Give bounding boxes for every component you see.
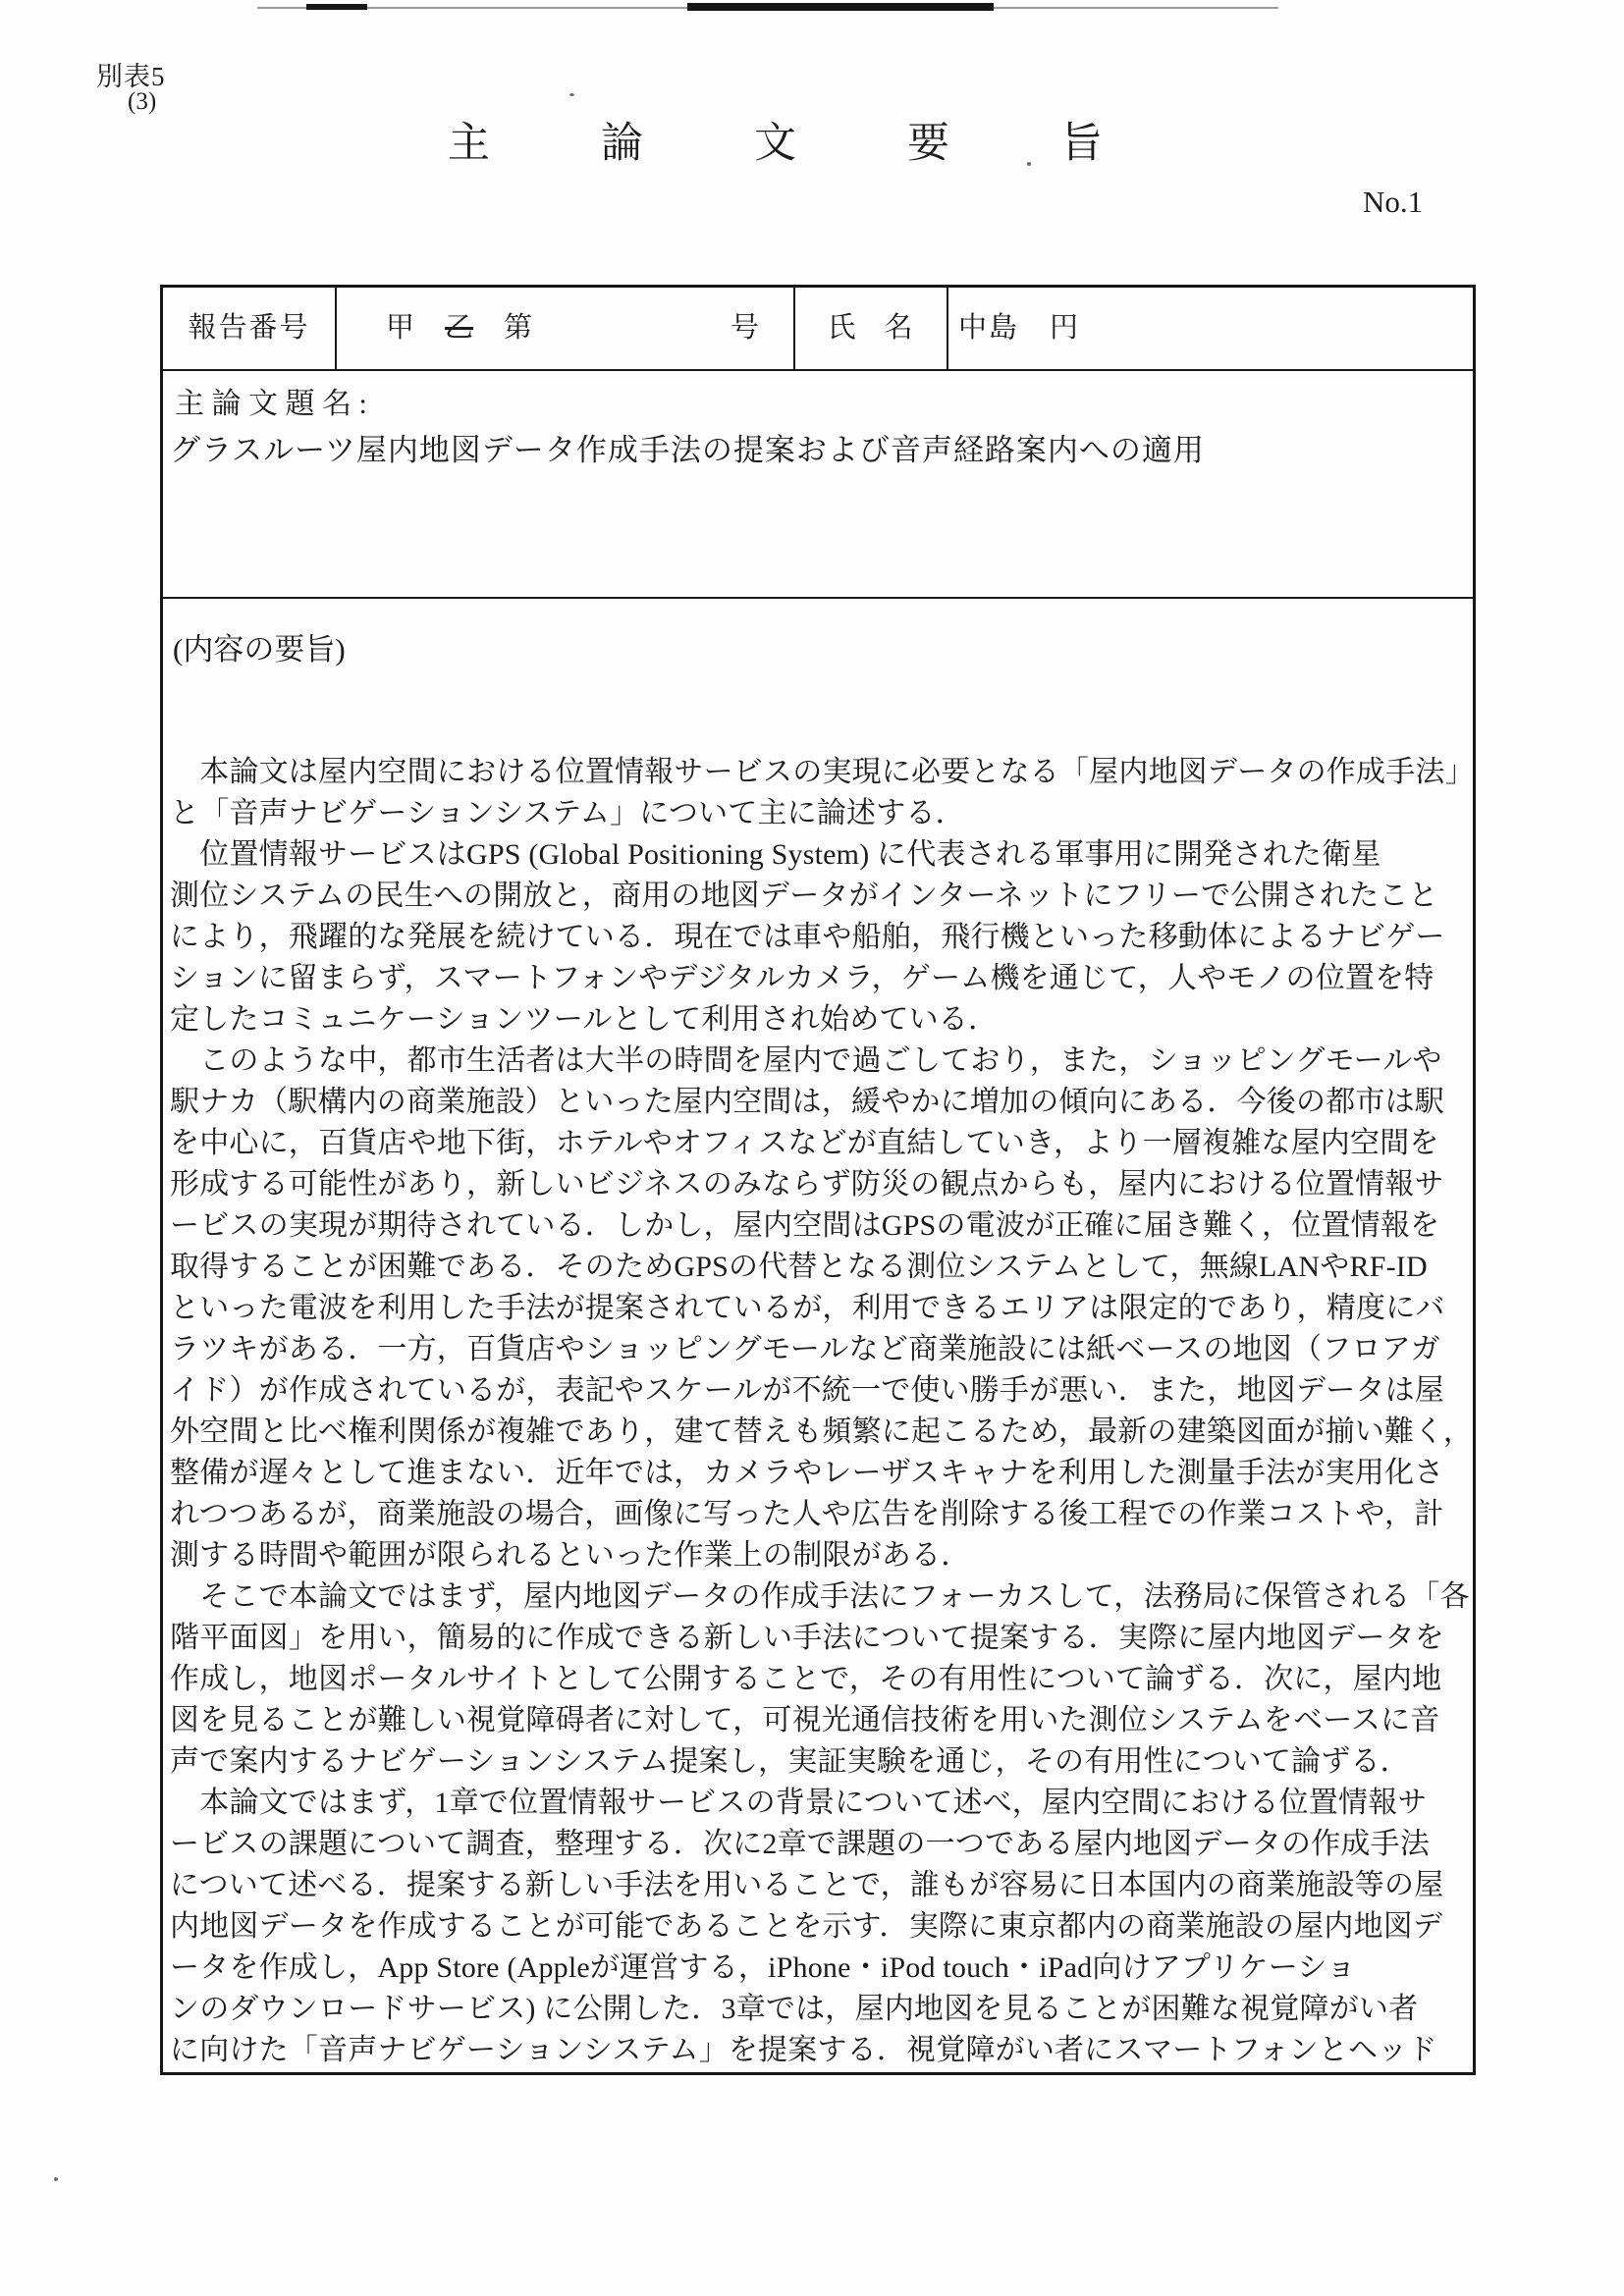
- abstract-text-line: 測位システムの民生への開放と，商用の地図データがインターネットにフリーで公開されたこと: [170, 880, 1438, 912]
- abstract-text-line: 駅ナカ（駅構内の商業施設）といった屋内空間は，緩やかに増加の傾向にある．今後の都市は駅: [170, 1086, 1444, 1118]
- abstract-text-line: について述べる．提案する新しい手法を用いることで，誰もが容易に日本国内の商業施設等の屋: [170, 1869, 1444, 1901]
- abstract-text-line: により，飛躍的な発展を続けている．現在では車や船舶，飛行機といった移動体によるナビゲー: [170, 921, 1445, 953]
- abstract-text-line: ンのダウンロードサービス) に公開した．3章では，屋内地図を見ることが困難な視覚障がい者: [170, 1993, 1419, 2025]
- appendix-label: 別表5: [96, 62, 166, 91]
- name-label: 氏 名: [827, 312, 913, 344]
- abstract-text-line: ータを作成し，App Store (Appleが運営する，iPhone・iPod touch・iPad向けアプリケーショ: [170, 1951, 1357, 1984]
- abstract-text-line: このような中，都市生活者は大半の時間を屋内で過ごしており，また，ショッピングモールや: [170, 1044, 1442, 1077]
- report-number-gou: 号: [731, 312, 760, 344]
- report-type-koh: 甲: [386, 312, 415, 344]
- abstract-text-line: れつつあるが，商業施設の場合，画像に写った人や広告を削除する後工程での作業コストや，計: [170, 1498, 1444, 1530]
- abstract-text-line: 声で案内するナビゲーションシステム提案し，実証実験を通じ，その有用性について論ずる．: [170, 1745, 1410, 1778]
- thesis-title-label: 主 論 文 題 名 :: [175, 388, 367, 420]
- abstract-row: [163, 597, 1473, 2072]
- appendix-sublabel: (3): [128, 88, 157, 115]
- scan-artifact-segment: [306, 4, 367, 10]
- abstract-text-line: 定したコミュニケーションツールとして利用され始めている．: [170, 1003, 999, 1036]
- report-number-label: 報告番号: [188, 312, 310, 344]
- page-title: 主論文要旨: [448, 121, 1214, 167]
- name-value: 中島 円: [958, 312, 1081, 344]
- abstract-text-line: ラツキがある．一方，百貨店やショッピングモールなど商業施設には紙ベースの地図（フロアガ: [170, 1333, 1440, 1365]
- abstract-text-line: そこで本論文ではまず，屋内地図データの作成手法にフォーカスして，法務局に保管される「各: [170, 1580, 1470, 1613]
- report-number-value: [335, 288, 793, 369]
- abstract-text-line: 内地図データを作成することが可能であることを示す．実際に東京都内の商業施設の屋内地図デ: [170, 1910, 1443, 1943]
- abstract-text-line: 取得することが困難である．そのためGPSの代替となる測位システムとして，無線LANやRF-ID: [170, 1251, 1428, 1283]
- abstract-text-line: 作成し，地図ポータルサイトとして公開することで，その有用性について論ずる．次に，屋内地: [170, 1663, 1442, 1695]
- thesis-title-row: [163, 369, 1473, 597]
- abstract-text-line: に向けた「音声ナビゲーションシステム」を提案する．視覚障がい者にスマートフォンとヘッド: [170, 2034, 1437, 2066]
- abstract-text-line: と「音声ナビゲーションシステム」について主に論述する．: [170, 797, 965, 829]
- report-type-otsu-struck: 乙: [445, 312, 474, 344]
- abstract-text-line: ションに留まらず，スマートフォンやデジタルカメラ，ゲーム機を通じて，人やモノの位置を特: [170, 962, 1435, 994]
- abstract-text-line: 位置情報サービスはGPS (Global Positioning System) に代表される軍事用に開発された衛星: [170, 838, 1381, 871]
- thesis-title-value: グラスルーツ屋内地図データ作成手法の提案および音声経路案内への適用: [170, 433, 1205, 467]
- abstract-text-line: 本論文ではまず，1章で位置情報サービスの背景について述べ，屋内空間における位置情報サ: [170, 1787, 1428, 1819]
- summary-form-table: [160, 285, 1476, 2075]
- abstract-text-line: 外空間と比べ権利関係が複雑であり，建て替えも頻繁に起こるため，最新の建築図面が揃い難く，: [170, 1415, 1473, 1448]
- report-number-dai: 第: [504, 312, 533, 344]
- scan-speck: [54, 2177, 58, 2181]
- abstract-text-line: といった電波を利用した手法が提案されているが，利用できるエリアは限定的であり，精度にバ: [170, 1292, 1445, 1324]
- abstract-section-header: (内容の要旨): [173, 632, 346, 667]
- abstract-text-line: 階平面図」を用い，簡易的に作成できる新しい手法について提案する．実際に屋内地図データを: [170, 1622, 1444, 1654]
- abstract-text-line: 本論文は屋内空間における位置情報サービスの実現に必要となる「屋内地図データの作成手法」: [170, 756, 1475, 788]
- scan-speck: [569, 93, 574, 96]
- abstract-text-line: を中心に，百貨店や地下街，ホテルやオフィスなどが直結していき，より一層複雑な屋内空間を: [170, 1127, 1439, 1159]
- abstract-text-line: 整備が遅々として進まない．近年では，カメラやレーザスキャナを利用した測量手法が実用化さ: [170, 1457, 1444, 1489]
- abstract-text-line: 測する時間や範囲が限られるといった作業上の制限がある．: [170, 1539, 971, 1572]
- abstract-body: [170, 752, 1475, 2071]
- abstract-text-line: ービスの実現が期待されている．しかし，屋内空間はGPSの電波が正確に届き難く，位置情報を: [170, 1209, 1440, 1242]
- scan-artifact-segment: [687, 3, 994, 11]
- abstract-text-line: イド）が作成されているが，表記やスケールが不統一で使い勝手が悪い．また，地図データは屋: [170, 1374, 1444, 1407]
- abstract-text-line: ービスの課題について調査，整理する．次に2章で課題の一つである屋内地図データの作成手法: [170, 1828, 1430, 1860]
- page-number: No.1: [1363, 185, 1424, 219]
- abstract-text-line: 図を見ることが難しい視覚障碍者に対して，可視光通信技術を用いた測位システムをベースに音: [170, 1704, 1440, 1736]
- abstract-text-line: 形成する可能性があり，新しいビジネスのみならず防災の観点からも，屋内における位置情報サ: [170, 1168, 1444, 1201]
